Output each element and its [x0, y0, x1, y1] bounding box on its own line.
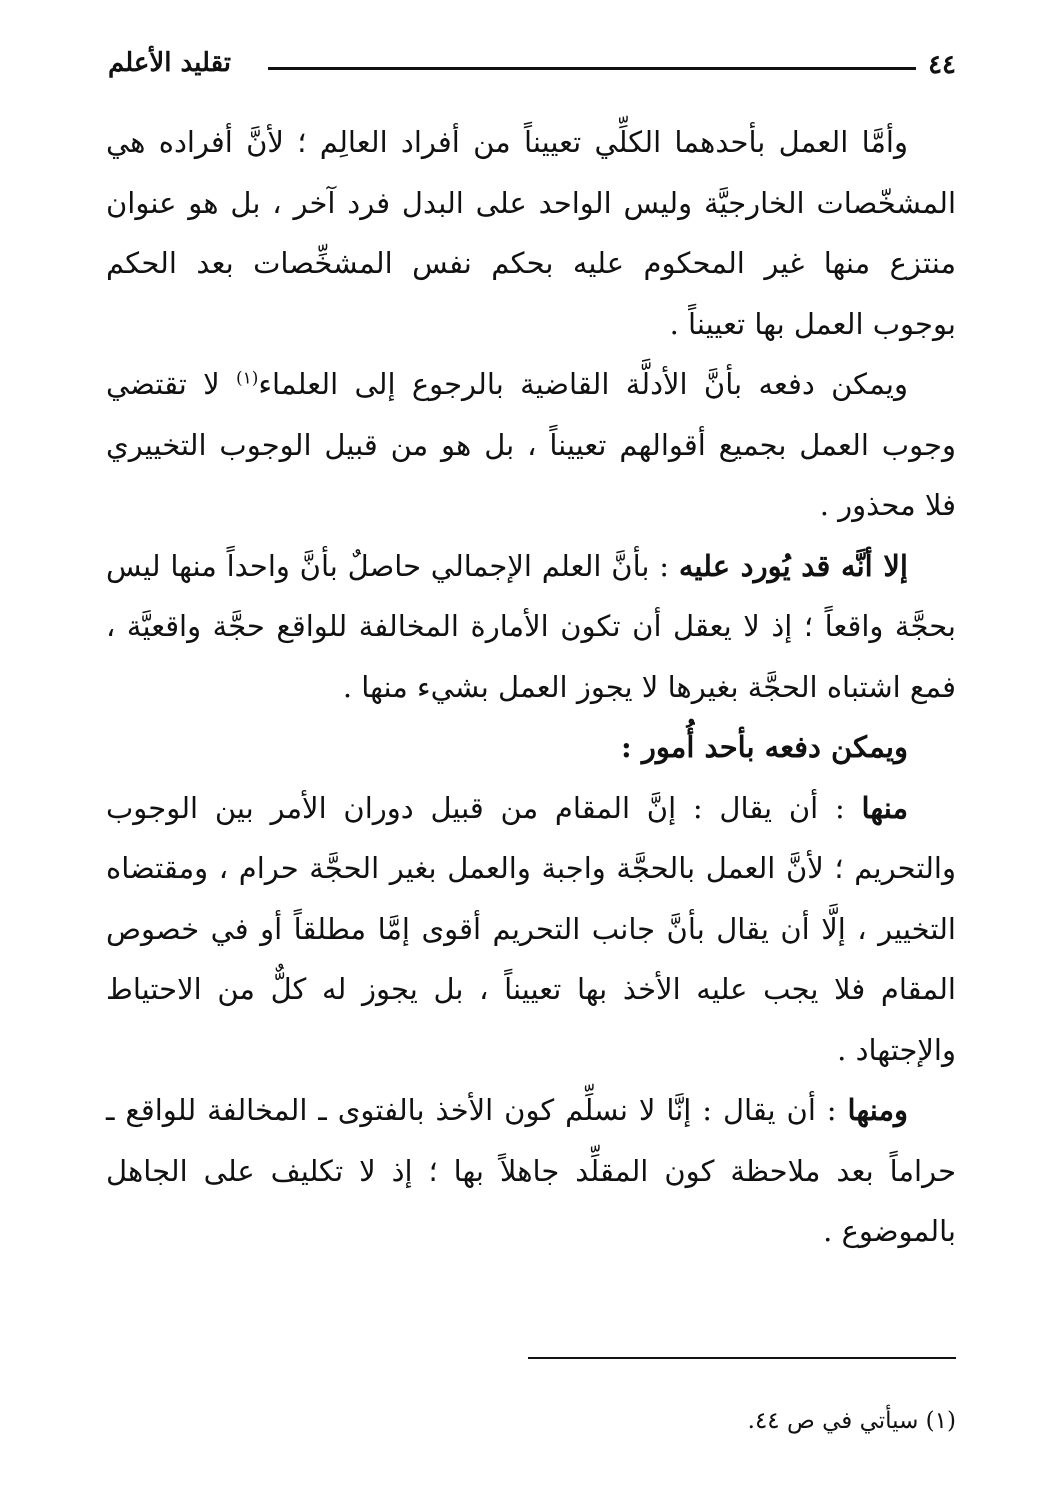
paragraph-5-lead: منها [861, 790, 908, 825]
section-heading: ويمكن دفعه بأحد أُمور : [621, 730, 908, 764]
footnote-rule [528, 1357, 956, 1359]
paragraph-3-lead: إلا أنَّه قد يُورد عليه [678, 548, 908, 583]
paragraph-3 [106, 536, 956, 718]
paragraph-5-text: : أن يقال : إنَّ المقام من قبيل دوران الأمر بين الوجوب والتحريم ؛ لأنَّ العمل بالحجَّة واجبة والعمل بغير الحجَّة حرام ، ومقتضاه التخيير ، إلَّا أن يقال بأنَّ جانب التحريم أقوى إمَّا مطلقاً أو في خصوص المقام فلا يجب عليه الأخذ بها تعييناً ، بل يجوز له كلٌّ من الاحتياط والإجتهاد . [106, 790, 956, 1067]
main-text [106, 112, 956, 1262]
footnote-marker: (١) [235, 368, 259, 389]
paragraph-1: وأمَّا العمل بأحدهما الكلِّي تعييناً من أفراد العالِم ؛ لأنَّ أفراده هي المشخّصات الخارجيَّة وليس الواحد على البدل فرد آخر ، بل هو عنوان منتزع منها غير المحكوم عليه بحكم نفس المشخِّصات بعد الحكم بوجوب العمل بها تعييناً . [106, 125, 956, 341]
header-rule [268, 67, 916, 70]
footnote: (١) سيأتي في ص ٤٤. [747, 1408, 956, 1434]
paragraph-2 [106, 354, 956, 536]
paragraph-6-text: : أن يقال : إنَّا لا نسلِّم كون الأخذ بالفتوى ـ المخالفة للواقع ـ حراماً بعد ملاحظة كون المقلِّد جاهلاً بها ؛ إذ لا تكليف على الجاهل بالموضوع . [106, 1093, 956, 1248]
paragraph-6-lead: ومنها [847, 1093, 908, 1127]
paragraph-2-text-start: ويمكن دفعه بأنَّ الأدلَّة القاضية بالرجوع إلى العلماء [258, 367, 908, 401]
book-title: تقليد الأعلم [108, 48, 232, 78]
paragraph-6 [106, 1080, 956, 1262]
paragraph-5 [106, 778, 956, 1081]
page-number: ٤٤ [928, 50, 956, 80]
page-header [108, 46, 956, 86]
paragraph-2-text-end: لا تقتضي وجوب العمل بجميع أقوالهم تعييناً ، بل هو من قبيل الوجوب التخييري فلا محذور . [106, 367, 956, 522]
paragraph-3-text: : بأنَّ العلم الإجمالي حاصلٌ بأنَّ واحداً منها ليس بحجَّة واقعاً ؛ إذ لا يعقل أن تكون الأمارة المخالفة للواقع حجَّة واقعيَّة ، فمع اشتباه الحجَّة بغيرها لا يجوز العمل بشيء منها . [106, 548, 956, 704]
